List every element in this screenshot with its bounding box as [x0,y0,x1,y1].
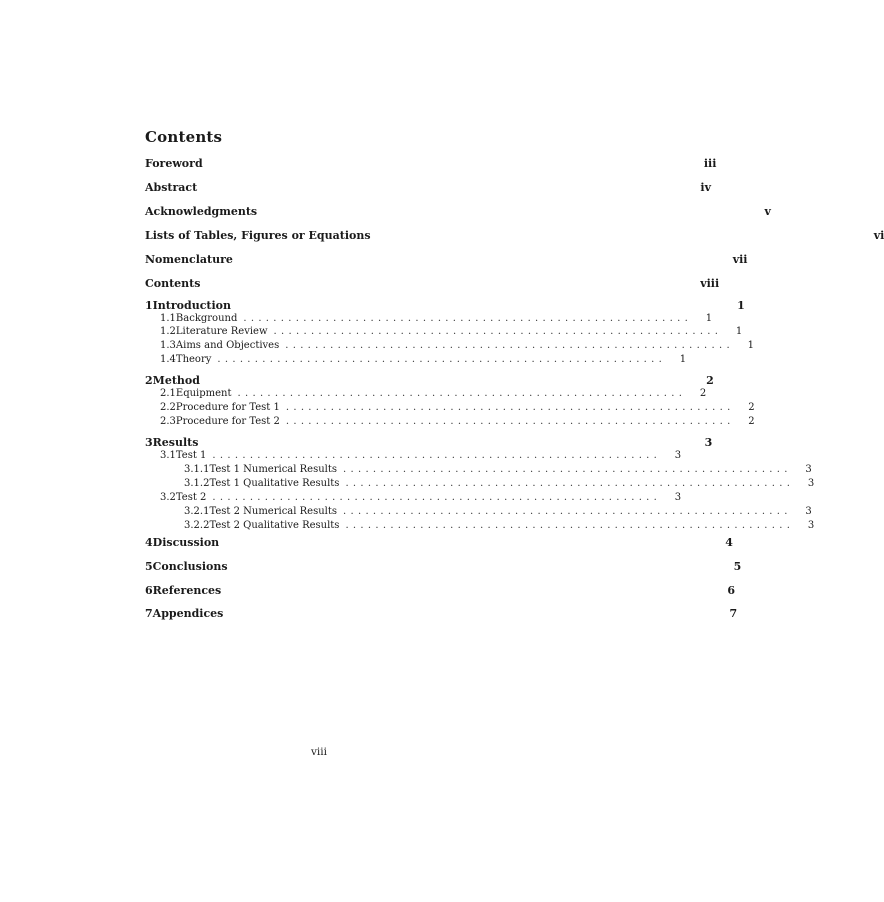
toc-entry-section[interactable] [145,402,755,413]
toc-heading: Contents [145,128,223,146]
toc-entry-title: Equipment [175,388,232,399]
toc-entry-chapter[interactable] [145,374,714,387]
toc-entry-page: 1 [747,340,754,351]
dot-leader: ............................................................ [273,326,723,337]
toc-entry-title: Test 1 [175,450,207,461]
toc-entry-page: 3 [807,520,815,531]
toc-entry-title: Foreword [145,157,203,170]
toc-entry-page: iii [703,157,717,170]
toc-entry-number: 2.3 [160,416,176,427]
toc-entry-number: 1.1 [160,313,176,324]
toc-entry-subsection[interactable] [145,506,812,517]
toc-entry-title: Nomenclature [145,253,233,266]
page-number-footer: viii [310,746,327,758]
toc-entry-title: Procedure for Test 1 [175,402,280,413]
toc-entry-chapter[interactable] [145,607,738,620]
toc-entry-title: Test 1 Numerical Results [209,464,338,475]
toc-entry-chapter[interactable] [145,299,745,312]
dot-leader: ............................................................ [243,313,693,324]
toc-entry-title: Contents [145,277,201,290]
toc-entry-title: Test 2 Qualitative Results [209,520,340,531]
toc-entry-title: Test 1 Qualitative Results [209,478,340,489]
toc-entry-chapter[interactable] [145,253,748,266]
toc-entry-number: 2 [145,374,153,387]
dot-leader: ............................................................ [345,478,795,489]
toc-entry-page: iv [700,181,711,194]
toc-entry-title: Test 2 Numerical Results [209,506,338,517]
toc-entry-title: Conclusions [152,560,228,573]
toc-entry-page: viii [700,277,720,290]
toc-entry-number: 6 [145,584,153,597]
toc-entry-title: Appendices [152,607,224,620]
toc-entry-title: Method [152,374,200,387]
toc-entry-number: 3.1.2 [184,478,210,489]
toc-entry-page: v [764,205,771,218]
toc-entry-title: Background [175,313,238,324]
toc-entry-page: 6 [727,584,735,597]
toc-entry-section[interactable] [145,313,713,324]
toc-entry-chapter[interactable] [145,157,717,170]
toc-entry-chapter[interactable] [145,181,711,194]
toc-entry-number: 4 [145,536,153,549]
toc-entry-page: 3 [704,436,713,449]
dot-leader: ............................................................ [217,354,667,365]
toc-entry-subsection[interactable] [145,520,815,531]
toc-entry-title: Discussion [152,536,220,549]
toc-entry-number: 2.2 [160,402,176,413]
toc-entry-number: 3.1 [160,450,176,461]
dot-leader: ............................................................ [285,340,734,351]
toc-entry-title: Aims and Objectives [175,340,280,351]
toc-entry-page: 4 [725,536,733,549]
toc-entry-page: 1 [705,313,713,324]
toc-entry-chapter[interactable] [145,436,713,449]
toc-entry-number: 3.2 [160,492,176,503]
document-page [145,0,884,902]
toc-entry-page: vii [732,253,748,266]
toc-entry-number: 5 [145,560,153,573]
toc-entry-number: 1 [145,299,153,312]
toc-entry-page: 5 [733,560,742,573]
dot-leader: ............................................................ [237,388,687,399]
toc-entry-title: Abstract [145,181,198,194]
toc-entry-chapter[interactable] [145,560,742,573]
toc-entry-chapter[interactable] [145,584,735,597]
toc-entry-page: 3 [674,450,682,461]
toc-entry-number: 3.1.1 [184,464,210,475]
toc-entry-number: 1.2 [160,326,176,337]
toc-entry-section[interactable] [145,326,743,337]
toc-entry-page: 2 [748,416,755,427]
toc-entry-title: Procedure for Test 2 [175,416,280,427]
toc-entry-page: 3 [805,464,812,475]
toc-entry-title: References [152,584,222,597]
dot-leader: ............................................................ [212,450,662,461]
dot-leader: ............................................................ [343,506,792,517]
toc-entry-page: 2 [706,374,714,387]
toc-entry-title: Acknowledgments [145,205,258,218]
toc-entry-number: 3 [145,436,153,449]
toc-entry-section[interactable] [145,416,755,427]
toc-entry-number: 3.2.1 [184,506,210,517]
toc-entry-subsection[interactable] [145,464,812,475]
toc-entry-title: Introduction [152,299,231,312]
toc-entry-number: 7 [145,607,153,620]
toc-entry-title: Results [152,436,199,449]
toc-entry-number: 2.1 [160,388,176,399]
dot-leader: ............................................................ [343,464,792,475]
toc-entry-page: 7 [729,607,738,620]
toc-entry-chapter[interactable] [145,536,733,549]
toc-entry-page: 3 [807,478,815,489]
dot-leader: ............................................................ [285,416,735,427]
toc-entry-section[interactable] [145,354,687,365]
toc-entry-subsection[interactable] [145,478,815,489]
toc-entry-page: 3 [674,492,682,503]
toc-entry-chapter[interactable] [145,229,884,242]
dot-leader: ............................................................ [212,492,662,503]
toc-entry-section[interactable] [145,340,754,351]
toc-entry-section[interactable] [145,492,682,503]
toc-entry-page: 2 [699,388,707,399]
toc-entry-title: Literature Review [175,326,268,337]
toc-entry-number: 3.2.2 [184,520,210,531]
toc-entry-title: Lists of Tables, Figures or Equations [145,229,371,242]
toc-entry-section[interactable] [145,450,682,461]
toc-entry-page: 1 [737,299,745,312]
toc-entry-page: vi [873,229,884,242]
toc-entry-title: Theory [175,354,212,365]
toc-entry-page: 1 [735,326,743,337]
toc-entry-title: Test 2 [175,492,207,503]
toc-entry-chapter[interactable] [145,205,771,218]
toc-entry-page: 2 [748,402,755,413]
toc-entry-page: 3 [805,506,812,517]
dot-leader: ............................................................ [345,520,795,531]
toc-entry-section[interactable] [145,388,707,399]
toc-entry-number: 1.4 [160,354,176,365]
dot-leader: ............................................................ [285,402,735,413]
toc-entry-page: 1 [679,354,687,365]
toc-entry-number: 1.3 [160,340,176,351]
toc-entry-chapter[interactable] [145,277,720,290]
